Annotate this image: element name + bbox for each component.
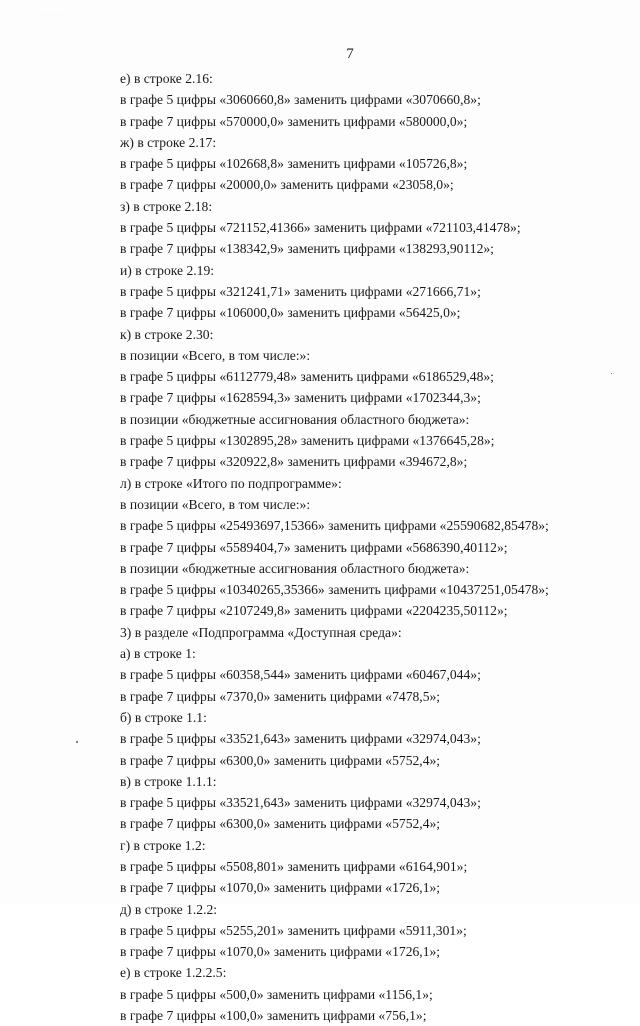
document-line: в графе 7 цифры «138342,9» заменить цифрами «138293,90112»; — [120, 241, 494, 257]
document-line: в графе 5 цифры «60358,544» заменить цифрами «60467,044»; — [120, 667, 481, 683]
document-line: е) в строке 2.16: — [120, 71, 213, 86]
document-line: в графе 7 цифры «6300,0» заменить цифрами «5752,4»; — [120, 752, 441, 768]
document-line: в графе 5 цифры «5508,801» заменить цифрами «6164,901»; — [120, 858, 468, 874]
page-number: 7 — [346, 46, 354, 62]
document-line: в графе 7 цифры «7370,0» заменить цифрами «7478,5»; — [120, 688, 441, 704]
document-line: в графе 7 цифры «320922,8» заменить цифрами «394672,8»; — [120, 454, 468, 470]
document-line: в графе 5 цифры «3060660,8» заменить цифрами «3070660,8»; — [120, 92, 481, 108]
document-line: в графе 5 цифры «33521,643» заменить цифрами «32974,043»; — [120, 795, 481, 811]
document-line: г) в строке 1.2: — [120, 837, 206, 853]
document-line: в позиции «бюджетные ассигнования областного бюджета»: — [120, 411, 470, 427]
document-line: в графе 7 цифры «1628594,3» заменить цифрами «1702344,3»; — [120, 390, 481, 406]
scan-speck — [611, 373, 612, 374]
document-line: в графе 7 цифры «5589404,7» заменить цифрами «5686390,40112»; — [120, 539, 508, 555]
document-line: л) в строке «Итого по подпрограмме»: — [120, 475, 342, 491]
scan-corner-mark: · · ·· · · · — [38, 12, 65, 17]
document-line: в графе 5 цифры «33521,643» заменить цифрами «32974,043»; — [120, 731, 481, 747]
document-line: в графе 5 цифры «102668,8» заменить цифрами «105726,8»; — [120, 156, 468, 172]
document-line: 3) в разделе «Подпрограмма «Доступная среда»: — [120, 624, 402, 640]
document-line: к) в строке 2.30: — [120, 326, 214, 342]
document-line: в графе 7 цифры «20000,0» заменить цифрами «23058,0»; — [120, 177, 454, 193]
document-line: в графе 7 цифры «6300,0» заменить цифрами «5752,4»; — [120, 816, 441, 832]
document-line: в графе 5 цифры «25493697,15366» заменить цифрами «25590682,85478»; — [120, 518, 549, 534]
document-line: в позиции «Всего, в том числе:»: — [120, 347, 311, 363]
document-line: з) в строке 2.18: — [120, 198, 213, 214]
document-line: в позиции «Всего, в том числе:»: — [120, 496, 311, 512]
document-line: и) в строке 2.19: — [120, 262, 215, 278]
document-line: в графе 5 цифры «5255,201» заменить цифрами «5911,301»; — [120, 922, 467, 938]
document-line: в графе 7 цифры «570000,0» заменить цифрами «580000,0»; — [120, 113, 468, 129]
document-line: в графе 7 цифры «100,0» заменить цифрами «756,1»; — [120, 1008, 427, 1024]
document-line: в графе 7 цифры «2107249,8» заменить цифрами «2204235,50112»; — [120, 603, 508, 619]
document-line: в графе 7 цифры «1070,0» заменить цифрами «1726,1»; — [120, 880, 441, 896]
document-line: в позиции «бюджетные ассигнования областного бюджета»: — [120, 560, 470, 576]
document-line: в графе 5 цифры «500,0» заменить цифрами «1156,1»; — [120, 986, 433, 1002]
document-line: б) в строке 1.1: — [120, 709, 207, 725]
document-line: д) в строке 1.2.2: — [120, 901, 218, 917]
document-line: в графе 5 цифры «321241,71» заменить цифрами «271666,71»; — [120, 283, 481, 299]
document-line: в графе 7 цифры «1070,0» заменить цифрами «1726,1»; — [120, 944, 441, 960]
document-line: в графе 5 цифры «1302895,28» заменить цифрами «1376645,28»; — [120, 433, 495, 449]
document-line: ж) в строке 2.17: — [120, 134, 217, 150]
document-line: в графе 5 цифры «10340265,35366» заменить цифрами «10437251,05478»; — [120, 582, 549, 598]
document-line: а) в строке 1: — [120, 646, 196, 662]
document-line: е) в строке 1.2.2.5: — [120, 965, 227, 981]
scan-speck — [76, 741, 78, 743]
document-line: в графе 7 цифры «106000,0» заменить цифрами «56425,0»; — [120, 305, 461, 321]
document-line: в графе 5 цифры «721152,41366» заменить цифрами «721103,41478»; — [120, 220, 521, 236]
document-line: в) в строке 1.1.1: — [120, 773, 217, 789]
document-body — [120, 68, 620, 1026]
document-line: в графе 5 цифры «6112779,48» заменить цифрами «6186529,48»; — [120, 369, 494, 385]
